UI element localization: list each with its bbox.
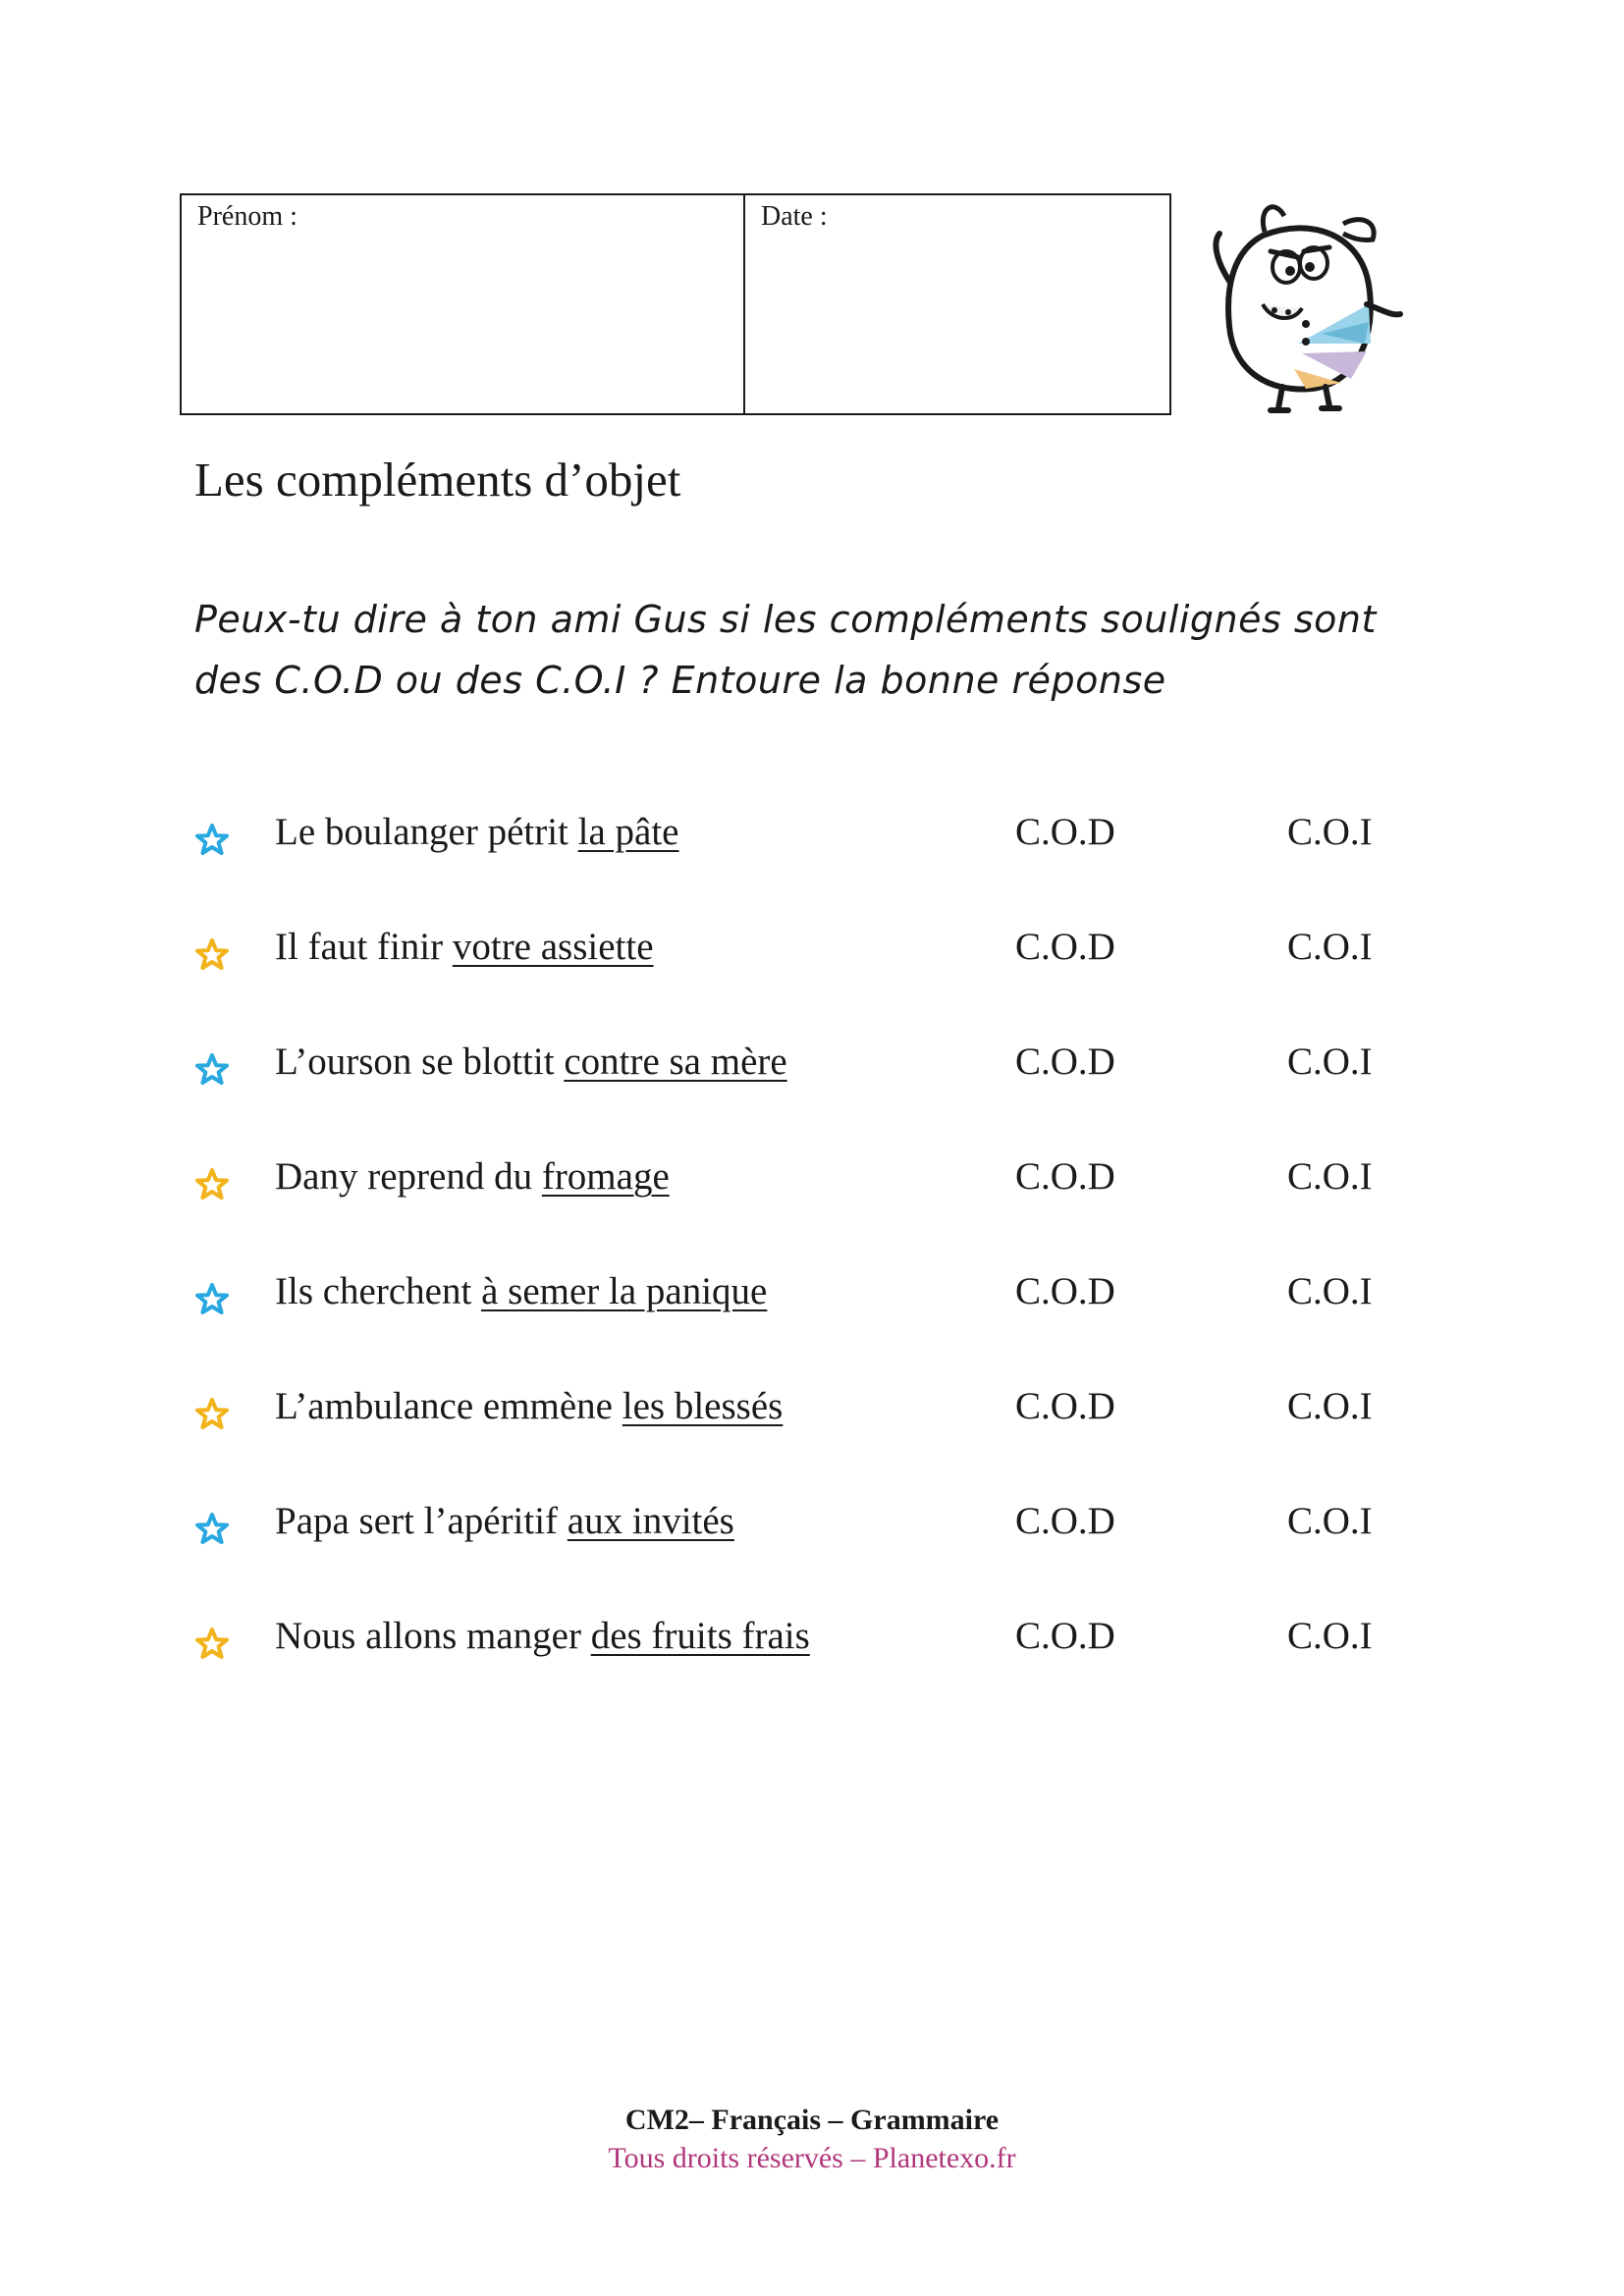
sentence (275, 1269, 767, 1313)
gus-mascot-icon (1204, 196, 1410, 417)
answer-cod-option[interactable]: C.O.D (1015, 811, 1115, 853)
student-info-box (180, 193, 1171, 415)
blue-star-icon (194, 1512, 230, 1547)
exercise-row (194, 1154, 1422, 1269)
exercise-row (194, 1614, 1422, 1729)
exercise-row (194, 1269, 1422, 1384)
sentence-prefix: Papa sert l’apéritif (275, 1500, 568, 1542)
sentence (275, 1384, 783, 1428)
sentence (275, 810, 679, 854)
underlined-complement: des fruits frais (590, 1615, 810, 1657)
footer-subject: CM2– Français – Grammaire (624, 2104, 1000, 2136)
sentence (275, 1040, 787, 1084)
answer-cod-option[interactable]: C.O.D (1015, 1041, 1115, 1083)
sentence-prefix: Le boulanger pétrit (275, 811, 578, 853)
sentence-prefix: Dany reprend du (275, 1155, 542, 1198)
footer-copyright: Tous droits réservés – Planetexo.fr (608, 2142, 1016, 2174)
answer-cod-option[interactable]: C.O.D (1015, 1155, 1115, 1198)
answer-coi-option[interactable]: C.O.I (1287, 1155, 1373, 1198)
answer-cod-option[interactable]: C.O.D (1015, 1500, 1115, 1542)
answer-coi-option[interactable]: C.O.I (1287, 1041, 1373, 1083)
sentence (275, 1614, 810, 1658)
exercise-row (194, 1499, 1422, 1614)
sentence (275, 1499, 734, 1543)
underlined-complement: votre assiette (452, 926, 654, 968)
sentence-prefix: Nous allons manger (275, 1615, 591, 1657)
answer-cod-option[interactable]: C.O.D (1015, 1270, 1115, 1312)
sentence-prefix: Ils cherchent (275, 1270, 482, 1312)
prenom-field[interactable] (182, 195, 745, 413)
sentence (275, 1154, 670, 1199)
page-title: Les compléments d’objet (194, 453, 681, 507)
answer-coi-option[interactable]: C.O.I (1287, 1615, 1373, 1657)
underlined-complement: à semer la panique (481, 1270, 768, 1312)
underlined-complement: la pâte (577, 811, 679, 853)
exercise-instruction: Peux-tu dire à ton ami Gus si les compléments soulignés sont des C.O.D ou des C.O.I ? Entoure la bonne réponse (194, 598, 1377, 702)
exercise-row (194, 925, 1422, 1040)
exercise-row (194, 1384, 1422, 1499)
blue-star-icon (194, 1052, 230, 1088)
answer-coi-option[interactable]: C.O.I (1287, 1385, 1373, 1427)
answer-coi-option[interactable]: C.O.I (1287, 1270, 1373, 1312)
sentence-prefix: L’ourson se blottit (275, 1041, 565, 1083)
exercise-row (194, 810, 1422, 925)
sentence (275, 925, 654, 969)
answer-coi-option[interactable]: C.O.I (1287, 926, 1373, 968)
underlined-complement: les blessés (622, 1385, 784, 1427)
answer-coi-option[interactable]: C.O.I (1287, 1500, 1373, 1542)
underlined-complement: aux invités (567, 1500, 734, 1542)
gold-star-icon (194, 937, 230, 973)
exercise-list (194, 810, 1422, 1729)
answer-coi-option[interactable]: C.O.I (1287, 811, 1373, 853)
date-label: Date : (761, 201, 828, 232)
date-field[interactable] (745, 195, 1169, 413)
underlined-complement: fromage (541, 1155, 670, 1198)
underlined-complement: contre sa mère (564, 1041, 787, 1083)
gold-star-icon (194, 1627, 230, 1662)
blue-star-icon (194, 823, 230, 858)
sentence-prefix: Il faut finir (275, 926, 453, 968)
answer-cod-option[interactable]: C.O.D (1015, 926, 1115, 968)
prenom-label: Prénom : (197, 201, 298, 232)
sentence-prefix: L’ambulance emmène (275, 1385, 623, 1427)
exercise-row (194, 1040, 1422, 1154)
answer-cod-option[interactable]: C.O.D (1015, 1385, 1115, 1427)
gold-star-icon (194, 1167, 230, 1202)
answer-cod-option[interactable]: C.O.D (1015, 1615, 1115, 1657)
gold-star-icon (194, 1397, 230, 1432)
blue-star-icon (194, 1282, 230, 1317)
